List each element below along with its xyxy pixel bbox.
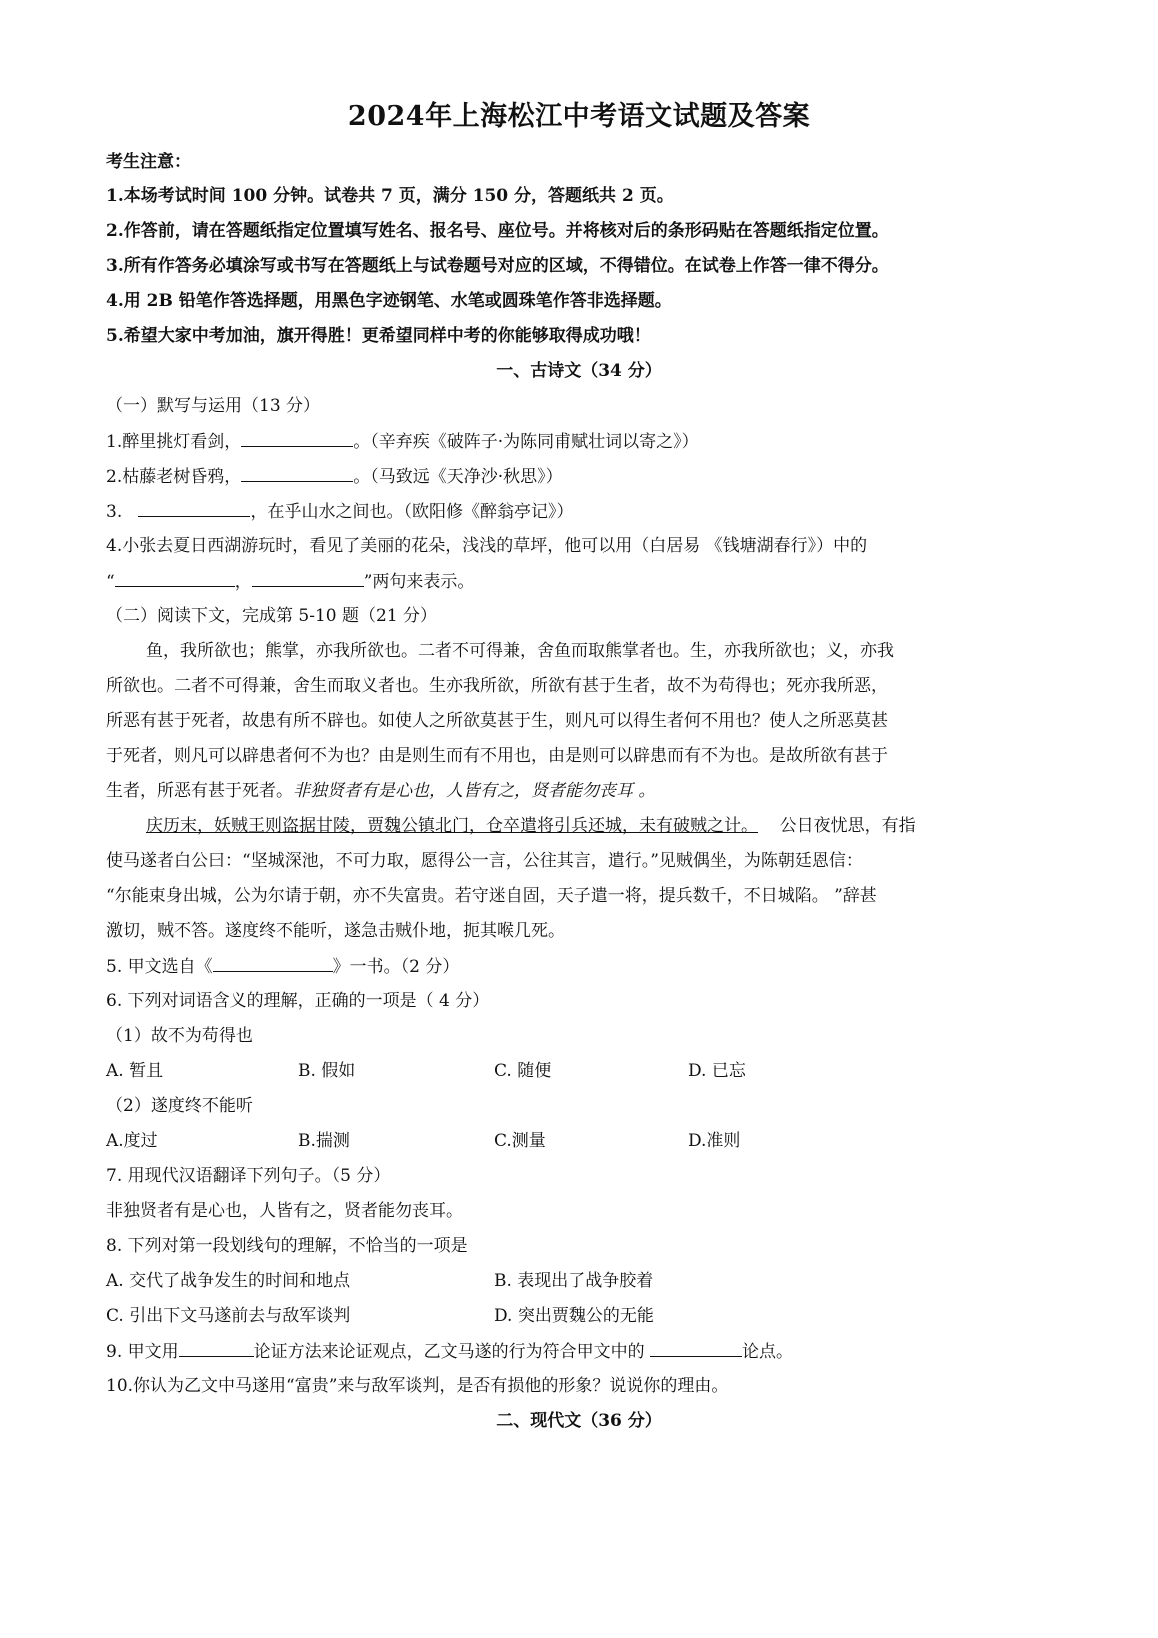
notice-item: 5.希望大家中考加油，旗开得胜！更希望同样中考的你能够取得成功哦！	[106, 326, 651, 346]
question-8: 8. 下列对第一段划线句的理解，不恰当的一项是	[106, 1236, 468, 1256]
question-text: 》一书。（2 分）	[332, 957, 460, 977]
question-6: 6. 下列对词语含义的理解，正确的一项是（ 4 分）	[106, 991, 490, 1011]
notice-item: 2.作答前，请在答题纸指定位置填写姓名、报名号、座位号。并将核对后的条形码贴在答题纸指定位置。	[106, 221, 889, 241]
option-a[interactable]: A. 交代了战争发生的时间和地点	[106, 1271, 351, 1291]
question-text: 9. 甲文用	[106, 1342, 179, 1362]
notice-heading: 考生注意：	[106, 152, 191, 172]
option-b[interactable]: B.揣测	[298, 1131, 350, 1151]
passage-b-line	[146, 815, 916, 837]
passage-a-line: 于死者，则凡可以辟患者何不为也？由是则生而有不用也，由是则可以辟患而有不为也。是故所欲有甚于	[106, 746, 888, 766]
option-a[interactable]: A.度过	[106, 1131, 158, 1151]
passage-b-line: “尔能束身出城，公为尔请于朝，亦不失富贵。若守迷自固，天子遣一将，提兵数千，不日城陷。 ”辞甚	[106, 886, 877, 906]
option-b[interactable]: B. 表现出了战争胶着	[494, 1271, 654, 1291]
option-d[interactable]: D.准则	[688, 1131, 741, 1151]
section-heading: 一、古诗文（34 分）	[496, 361, 662, 381]
question-5	[106, 955, 459, 978]
answer-blank[interactable]	[241, 430, 353, 447]
question-6-sub: （1）故不为苟得也	[106, 1026, 253, 1046]
question-7: 7. 用现代汉语翻译下列句子。（5 分）	[106, 1166, 391, 1186]
question-9	[106, 1340, 793, 1363]
answer-blank[interactable]	[650, 1340, 742, 1357]
passage-b-line: 激切，贼不答。遂度终不能听，遂急击贼仆地，扼其喉几死。	[106, 921, 565, 941]
passage-a-line: 所欲也。二者不可得兼，舍生而取义者也。生亦我所欲，所欲有甚于生者，故不为苟得也；死亦我所恶，	[106, 676, 888, 696]
question-10: 10.你认为乙文中马遂用“富贵”来与敌军谈判，是否有损他的形象？说说你的理由。	[106, 1376, 729, 1396]
question-6-sub: （2）遂度终不能听	[106, 1096, 253, 1116]
question-7-sentence: 非独贤者有是心也，人皆有之，贤者能勿丧耳。	[106, 1201, 463, 1221]
section-heading: 二、现代文（36 分）	[496, 1411, 662, 1431]
notice-item: 3.所有作答务必填涂写或书写在答题纸上与试卷题号对应的区域，不得错位。在试卷上作答一律不得分。	[106, 256, 889, 276]
question-text: ，在乎山水之间也。（欧阳修《醉翁亭记》）	[250, 502, 574, 522]
passage-a-line	[106, 780, 655, 802]
open-quote: “	[106, 572, 115, 592]
question-4-continued	[106, 570, 474, 593]
question-text: 论点。	[742, 1342, 794, 1362]
notice-item: 4.用 2B 铅笔作答选择题，用黑色字迹钢笔、水笔或圆珠笔作答非选择题。	[106, 291, 672, 311]
question-text: 5. 甲文选自《	[106, 957, 213, 977]
question-3	[106, 500, 573, 523]
question-text: 。（马致远《天净沙·秋思》）	[353, 467, 563, 487]
passage-a-line: 鱼，我所欲也；熊掌，亦我所欲也。二者不可得兼，舍鱼而取熊掌者也。生，亦我所欲也；义，亦我	[146, 641, 894, 661]
question-text: 1.醉里挑灯看剑，	[106, 432, 242, 452]
passage-a-line: 所恶有甚于死者，故患有所不辟也。如使人之所欲莫甚于生，则凡可以得生者何不用也？使人之所恶莫甚	[106, 711, 888, 731]
question-text: 2.枯藤老树昏鸦，	[106, 467, 242, 487]
question-text: 3.	[106, 502, 123, 522]
passage-b-line: 使马遂者白公曰：“坚城深池，不可力取，愿得公一言，公往其言，遣行。”见贼偶坐，为陈朝廷恩信：	[106, 851, 863, 871]
subsection-heading: （一）默写与运用（13 分）	[106, 396, 321, 416]
question-text: 论证方法来论证观点，乙文马遂的行为符合甲文中的	[253, 1342, 651, 1362]
option-c[interactable]: C. 随便	[494, 1061, 552, 1081]
answer-blank[interactable]	[252, 570, 364, 587]
option-c[interactable]: C. 引出下文马遂前去与敌军谈判	[106, 1306, 351, 1326]
question-text: ”两句来表示。	[363, 572, 475, 592]
option-c[interactable]: C.测量	[494, 1131, 546, 1151]
notice-item: 1.本场考试时间 100 分钟。试卷共 7 页，满分 150 分，答题纸共 2 页。	[106, 186, 674, 206]
answer-blank[interactable]	[241, 465, 353, 482]
option-d[interactable]: D. 已忘	[688, 1061, 746, 1081]
question-2	[106, 465, 563, 488]
question-text: 。（辛弃疾《破阵子·为陈同甫赋壮词以寄之》）	[353, 432, 699, 452]
page-title: 2024年上海松江中考语文试题及答案	[347, 101, 811, 132]
answer-blank[interactable]	[115, 570, 235, 587]
passage-italic-text: 非独贤者有是心也，人皆有之，贤者能勿丧耳 。	[293, 781, 656, 801]
question-4: 4.小张去夏日西湖游玩时，看见了美丽的花朵，浅浅的草坪，他可以用（白居易 《钱塘湖春行》）中的	[106, 536, 868, 556]
option-a[interactable]: A. 暂且	[106, 1061, 164, 1081]
answer-blank[interactable]	[179, 1340, 254, 1357]
subsection-heading: （二）阅读下文，完成第 5-10 题（21 分）	[106, 606, 438, 626]
option-b[interactable]: B. 假如	[298, 1061, 356, 1081]
underlined-sentence: 庆历末，妖贼王则盗据甘陵，贾魏公镇北门，仓卒遣将引兵还城，未有破贼之计。	[146, 816, 758, 836]
comma: ，	[234, 572, 252, 592]
answer-blank[interactable]	[213, 955, 333, 972]
option-d[interactable]: D. 突出贾魏公的无能	[494, 1306, 654, 1326]
question-1	[106, 430, 699, 453]
passage-text: 公日夜忧思，有指	[779, 816, 916, 836]
passage-text: 生者，所恶有甚于死者。	[106, 781, 293, 801]
answer-blank[interactable]	[138, 500, 250, 517]
